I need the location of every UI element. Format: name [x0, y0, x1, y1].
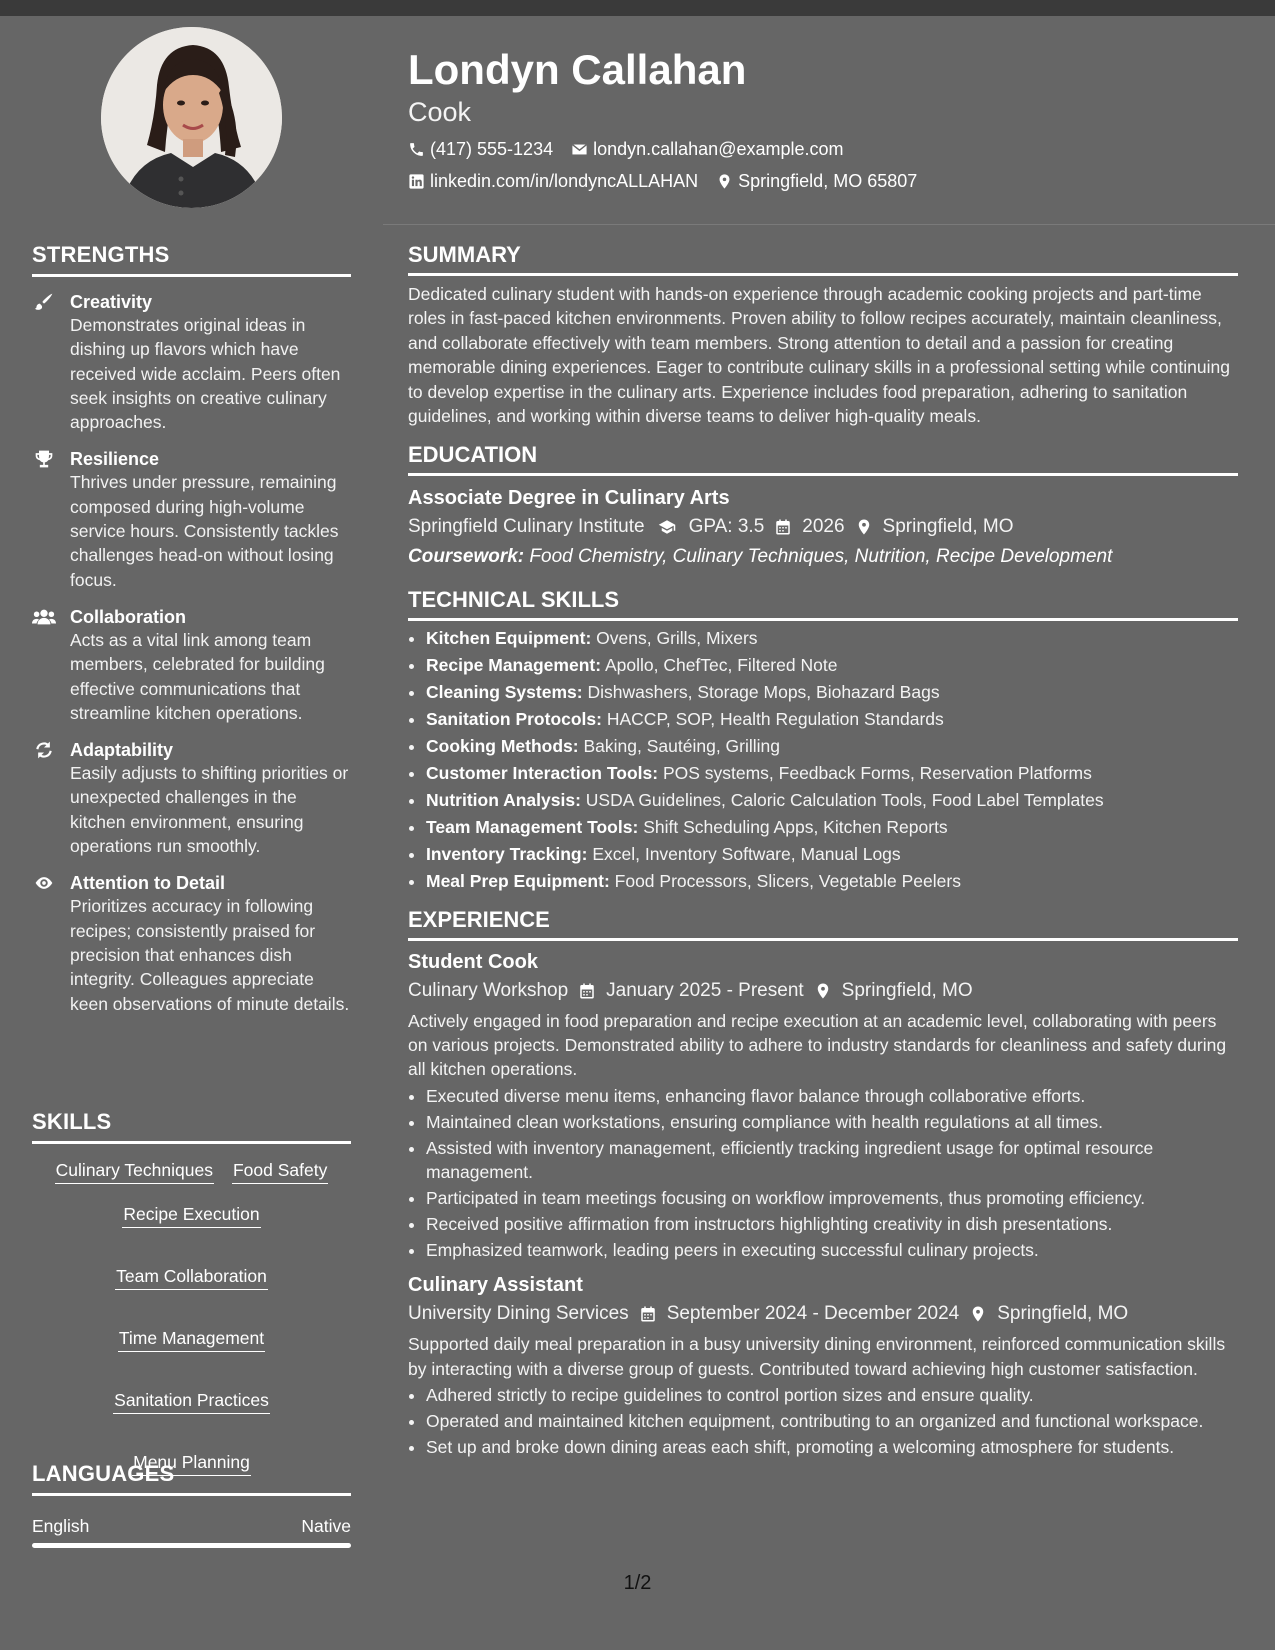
- language-row: [32, 1516, 351, 1537]
- coursework: [408, 543, 1238, 571]
- graduation-cap-icon: [655, 518, 679, 536]
- languages-section: [32, 1461, 351, 1548]
- languages-title: LANGUAGES: [32, 1461, 351, 1496]
- skills-section: [32, 1109, 351, 1476]
- email-text: londyn.callahan@example.com: [593, 139, 844, 159]
- job-bullet: • Maintained clean workstations, ensuring compliance with health regulations at all times.: [426, 1110, 1238, 1134]
- tech-skill-item: [426, 706, 1238, 733]
- job-description: Supported daily meal preparation in a busy university dining environment, reinforced communication skills by interacting with a diverse group of guests. Contributed toward achieving high customer satisfaction.: [408, 1334, 1226, 1379]
- phone-text: (417) 555-1234: [430, 139, 554, 159]
- skill-chip: Culinary Techniques: [55, 1158, 214, 1184]
- job-bullet: • Assisted with inventory management, efficiently tracking ingredient usage for optimal resource management.: [426, 1136, 1238, 1184]
- skill-chip: Sanitation Practices: [113, 1388, 270, 1414]
- tech-skill-item: [426, 814, 1238, 841]
- tech-skill-value: Dishwashers, Storage Mops, Biohazard Bags: [587, 682, 940, 703]
- map-pin-icon: [814, 982, 832, 1000]
- company-name: Culinary Workshop: [408, 979, 569, 1001]
- technical-skills-title: TECHNICAL SKILLS: [408, 587, 1238, 621]
- skill-chip: Menu Planning: [132, 1450, 251, 1476]
- map-pin-icon: [716, 173, 733, 190]
- coursework-list: Food Chemistry, Culinary Techniques, Nutrition, Recipe Development: [529, 546, 1113, 568]
- map-pin-icon: [855, 518, 873, 536]
- tech-skill-label: Recipe Management:: [426, 655, 602, 676]
- contact-phone[interactable]: [408, 138, 553, 160]
- tech-skill-value: USDA Guidelines, Caloric Calculation Tools, Food Label Templates: [585, 789, 1104, 810]
- strength-title: Collaboration: [70, 606, 186, 627]
- job-dates: September 2024 - December 2024: [666, 1303, 960, 1325]
- coursework-label: Coursework:: [408, 546, 525, 568]
- tech-skill-label: Cleaning Systems:: [426, 682, 583, 703]
- summary-title: SUMMARY: [408, 242, 1238, 276]
- strength-title: Attention to Detail: [70, 873, 225, 894]
- job-bullet: • Set up and broke down dining areas each shift, promoting a welcoming atmosphere for students.: [426, 1435, 1238, 1459]
- strength-desc: Thrives under pressure, remaining composed during high-volume service hours. Consistently tackles challenges head-on without losing focus.: [70, 472, 339, 590]
- job-bullet: • Operated and maintained kitchen equipment, contributing to an organized and functional workspace.: [426, 1409, 1238, 1433]
- resume-header: [408, 44, 1238, 192]
- tech-skill-label: Cooking Methods:: [426, 736, 579, 757]
- job-title: Student Cook: [408, 950, 538, 973]
- job-dates: January 2025 - Present: [606, 979, 804, 1001]
- strength-item: [32, 448, 351, 591]
- tech-skill-value: HACCP, SOP, Health Regulation Standards: [606, 709, 944, 730]
- contact-email[interactable]: [571, 138, 843, 160]
- contact-info: [408, 138, 968, 192]
- candidate-name: Londyn Callahan: [408, 46, 747, 93]
- users-icon: [32, 607, 56, 627]
- strength-item: [32, 872, 351, 1015]
- tech-skill-value: Food Processors, Slicers, Vegetable Peelers: [614, 870, 961, 891]
- tech-skill-label: Inventory Tracking:: [426, 843, 588, 864]
- company-name: University Dining Services: [408, 1303, 629, 1325]
- tech-skill-item: [426, 625, 1238, 652]
- candidate-role: Cook: [408, 97, 472, 127]
- gpa: GPA: 3.5: [688, 516, 765, 538]
- map-pin-icon: [969, 1305, 987, 1323]
- job-bullet: • Received positive affirmation from instructors highlighting creativity in dish presentations.: [426, 1212, 1238, 1236]
- tech-skill-item: [426, 679, 1238, 706]
- degree-title: Associate Degree in Culinary Arts: [408, 487, 730, 510]
- job-bullet: • Emphasized teamwork, leading peers in executing successful culinary projects.: [426, 1238, 1238, 1262]
- tech-skill-value: Shift Scheduling Apps, Kitchen Reports: [643, 816, 948, 837]
- job-location: Springfield, MO: [997, 1303, 1129, 1325]
- eye-icon: [32, 873, 56, 893]
- phone-icon: [408, 141, 425, 158]
- strengths-section: [32, 242, 351, 1016]
- summary-text: Dedicated culinary student with hands-on experience through academic cooking projects and part-time roles in fast-paced kitchen environments. Proven ability to follow recipes accurately, maintain cleanliness, and collaborate effectively with team members. Strong attention to detail and a passion for creating memorable dining experiences. Eager to contribute culinary skills in a professional setting while continuing to develop expertise in the culinary arts. Experience includes food preparation, adhering to sanitation guidelines, and working within diverse teams to deliver high-quality meals.: [408, 284, 1230, 427]
- contact-linkedin[interactable]: [408, 170, 698, 192]
- calendar-icon: [774, 518, 792, 536]
- strength-item: [32, 606, 351, 725]
- job-bullet: • Participated in team meetings focusing on workflow improvements, thus promoting efficiency.: [426, 1186, 1238, 1210]
- tech-skill-item: [426, 733, 1238, 760]
- strengths-title: STRENGTHS: [32, 242, 351, 277]
- skill-chip: Team Collaboration: [115, 1264, 268, 1290]
- resume-page: [0, 16, 1275, 1650]
- education-location: Springfield, MO: [882, 516, 1014, 538]
- sync-icon: [32, 740, 56, 760]
- strength-title: Resilience: [70, 449, 160, 470]
- strength-item: [32, 291, 351, 434]
- tech-skill-item: [426, 760, 1238, 787]
- tech-skill-value: Ovens, Grills, Mixers: [596, 628, 758, 649]
- skill-chip: Food Safety: [232, 1158, 328, 1184]
- skill-chip: Time Management: [118, 1326, 265, 1352]
- calendar-icon: [578, 982, 596, 1000]
- job-title: Culinary Assistant: [408, 1274, 583, 1297]
- linkedin-text: linkedin.com/in/londyncALLAHAN: [430, 171, 699, 191]
- language-level: Native: [301, 1516, 351, 1536]
- trophy-icon: [32, 449, 56, 469]
- tech-skill-label: Meal Prep Equipment:: [426, 870, 610, 891]
- experience-title: EXPERIENCE: [408, 907, 1238, 941]
- job-bullets: [408, 1383, 1238, 1459]
- strength-item: [32, 739, 351, 858]
- job-location: Springfield, MO: [841, 979, 973, 1001]
- job-entry: [408, 1272, 1238, 1459]
- education-title: EDUCATION: [408, 442, 1238, 476]
- linkedin-icon: [408, 173, 425, 190]
- tech-skill-value: Baking, Sautéing, Grilling: [583, 736, 780, 757]
- strength-desc: Easily adjusts to shifting priorities or unexpected challenges in the kitchen environment, ensuring operations run smoothly.: [70, 763, 349, 857]
- job-bullet: • Executed diverse menu items, enhancing flavor balance through collaborative efforts.: [426, 1084, 1238, 1108]
- main-column: [408, 242, 1238, 1459]
- strength-desc: Prioritizes accuracy in following recipes; consistently praised for precision that enhances dish integrity. Colleagues appreciate keen observations of minute details.: [70, 896, 350, 1014]
- brush-icon: [32, 292, 56, 312]
- strength-title: Adaptability: [70, 740, 174, 761]
- envelope-icon: [571, 141, 588, 158]
- tech-skill-value: Excel, Inventory Software, Manual Logs: [592, 843, 901, 864]
- tech-skill-item: [426, 868, 1238, 895]
- tech-skill-item: [426, 652, 1238, 679]
- tech-skill-label: Team Management Tools:: [426, 816, 639, 837]
- tech-skill-item: [426, 841, 1238, 868]
- tech-skill-label: Sanitation Protocols:: [426, 709, 602, 730]
- location-text: Springfield, MO 65807: [738, 171, 918, 191]
- tech-skill-value: POS systems, Feedback Forms, Reservation Platforms: [662, 762, 1092, 783]
- tech-skill-item: [426, 787, 1238, 814]
- job-meta: [408, 1300, 1238, 1328]
- technical-skills-list: [408, 625, 1238, 894]
- profile-photo: [101, 27, 282, 208]
- calendar-icon: [639, 1305, 657, 1323]
- school-name: Springfield Culinary Institute: [408, 516, 645, 538]
- top-bar: [0, 0, 1275, 16]
- tech-skill-label: Nutrition Analysis:: [426, 789, 581, 810]
- strength-title: Creativity: [70, 292, 153, 312]
- tech-skill-value: Apollo, ChefTec, Filtered Note: [604, 655, 838, 676]
- job-meta: [408, 977, 1238, 1005]
- skills-title: SKILLS: [32, 1109, 351, 1144]
- job-entry: [408, 949, 1238, 1263]
- contact-location: [716, 170, 917, 192]
- education-meta: [408, 513, 1238, 541]
- language-proficiency-bar: [32, 1543, 351, 1548]
- tech-skill-label: Customer Interaction Tools:: [426, 762, 659, 783]
- job-bullet: • Adhered strictly to recipe guidelines to control portion sizes and ensure quality.: [426, 1383, 1238, 1407]
- strength-desc: Demonstrates original ideas in dishing up flavors which have received wide acclaim. Peers often seek insights on creative culinary approaches.: [70, 315, 341, 433]
- job-bullets: [408, 1084, 1238, 1263]
- skills-list: [32, 1158, 351, 1476]
- tech-skill-label: Kitchen Equipment:: [426, 628, 592, 649]
- graduation-year: 2026: [802, 516, 845, 538]
- header-divider: [383, 224, 1275, 225]
- page-number: 1/2: [623, 1572, 652, 1594]
- skill-chip: Recipe Execution: [122, 1202, 260, 1228]
- strength-desc: Acts as a vital link among team members, celebrated for building effective communications that streamline kitchen operations.: [70, 629, 325, 723]
- language-name: English: [32, 1516, 90, 1536]
- job-description: Actively engaged in food preparation and recipe execution at an academic level, collaborating with peers on various projects. Demonstrated ability to adhere to industry standards for cleanliness and safety during all kitchen operations.: [408, 1010, 1227, 1080]
